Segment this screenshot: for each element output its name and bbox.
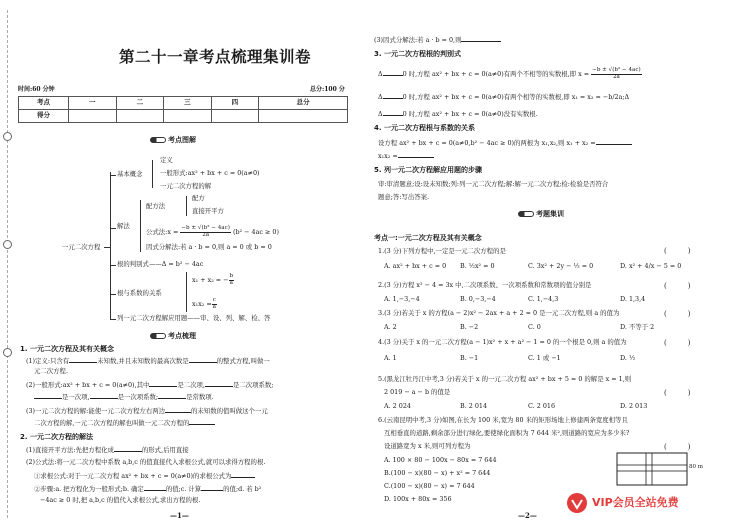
tree-m-factor: 因式分解法:若 a · b = 0,则 a = 0 或 b = 0: [146, 243, 272, 251]
text-line: (1)定义:只含有 未知数,并且未知数的最高次数是 的整式方程,叫做一: [26, 357, 270, 365]
left-page: [0, 0, 368, 528]
option-b[interactable]: B. 2 014: [460, 402, 488, 410]
item-heading-4: 4. 一元二次方程根与系数的关系: [374, 124, 475, 132]
answer-blank[interactable]: [383, 93, 403, 99]
question-stem-cont: 2 019 − a − b 的值是: [384, 388, 451, 396]
option-a[interactable]: A. 2 024: [384, 402, 411, 410]
score-header-row: [19, 97, 348, 110]
score-cell: 一: [69, 97, 117, 110]
vip-watermark[interactable]: VIP会员全站免费: [592, 496, 679, 509]
text-line: ①求根公式:对于一元二次方程 ax² + bx + c = 0(a≠0)的求根公式为: [34, 472, 255, 481]
option-d[interactable]: D. 2 013: [620, 402, 648, 410]
tree-brace: [152, 160, 153, 188]
tree-brace: [186, 196, 187, 216]
time-label: 时间:60 分钟: [18, 86, 55, 93]
item-heading-3: 3. 一元二次方程根的判别式: [374, 50, 461, 58]
practice-topic: 考点一:一元二次方程及其有关概念: [374, 234, 482, 242]
answer-blank[interactable]: [165, 407, 191, 413]
answer-paren[interactable]: ( ): [664, 310, 691, 318]
text-line: 审:审清题意;设:设未知数;列:列一元二次方程;解:解一元二次方程;检:检验是否符合: [378, 180, 609, 188]
text-line: (3)一元二次方程的解:能使一元二次方程左右两边 的未知数的值叫做这个一元: [26, 407, 268, 415]
tree-brace: [186, 272, 187, 312]
option-d[interactable]: D. 1,3,4: [620, 295, 646, 303]
page-number: —1—: [170, 511, 189, 520]
tree-general-form: 一般形式:ax² + bx + c = 0(a≠0): [160, 169, 260, 177]
answer-blank[interactable]: [383, 70, 403, 76]
text-line: x₁x₂ =: [378, 152, 434, 161]
option-c[interactable]: C. 1 或 −1: [528, 354, 561, 362]
option-a[interactable]: A. 1: [384, 354, 397, 362]
text-line: (1)直接开平方法:先把方程化成 的形式,后用直接: [26, 446, 189, 454]
score-cell: 四: [211, 97, 259, 110]
score-cell: 考点: [19, 97, 69, 110]
tree-tick: [110, 228, 116, 229]
answer-paren[interactable]: ( ): [664, 339, 691, 347]
score-cell[interactable]: [69, 110, 117, 123]
text-line: Δ 0 时,方程 ax² + bx + c = 0(a≠0)有两个不相等的实数根,即 x = $\frac{\text{−b ± √(b² − 4ac)}}{2a}$: [378, 67, 641, 80]
answer-blank[interactable]: [201, 485, 223, 491]
option-b[interactable]: B. −2: [460, 323, 479, 331]
tree-vieta-prod: x₁x₂ = $\frac{c}{a}$: [192, 297, 216, 310]
section-heading-map: 考点图解: [150, 136, 196, 144]
text-line: (3)因式分解法:若 a · b = 0,则: [374, 36, 501, 45]
option-c[interactable]: C. 0: [528, 323, 541, 331]
score-cell[interactable]: [116, 110, 164, 123]
score-cell[interactable]: [164, 110, 212, 123]
score-cell: 三: [164, 97, 212, 110]
tree-vieta: 根与系数的关系: [117, 289, 162, 297]
tree-solution: 一元二次方程的解: [160, 182, 212, 190]
tree-tick: [110, 294, 116, 295]
text-line: 是一次项, 是一次项系数; 是常数项.: [34, 393, 214, 402]
option-a[interactable]: A. 1,−3,−4: [384, 295, 420, 303]
figure-label: 80 m: [689, 464, 703, 470]
page-title: 第二十一章考点梳理集训卷: [118, 48, 311, 66]
binding-dash-line: [7, 10, 8, 518]
answer-blank[interactable]: [189, 357, 217, 363]
text-line: Δ 0 时,方程 ax² + bx + c = 0(a≠0)没有实数根.: [378, 110, 538, 118]
tree-basic: 基本概念: [117, 170, 143, 178]
option-b[interactable]: B. −1: [460, 354, 479, 362]
text-line: 元二次方程.: [34, 367, 68, 375]
text-line: 题意;答:写出答案.: [378, 193, 430, 201]
answer-blank[interactable]: [90, 393, 118, 399]
option-a[interactable]: A. 100 × 80 − 100x − 80x = 7 644: [384, 456, 497, 464]
answer-blank[interactable]: [205, 381, 233, 387]
tree-m-formula: 公式法:x = $\frac{\text{−b ± √(b² − 4ac)}}{2a}$ (b² − 4ac ≥ 0): [146, 225, 279, 238]
option-d[interactable]: D. 不等于 2: [620, 323, 655, 331]
tree-m-complete-sub: 配方: [192, 194, 205, 202]
answer-paren[interactable]: ( ): [664, 247, 691, 255]
text-line: −4ac ≥ 0 时,把 a,b,c 的值代入求根公式,求出方程的根.: [40, 496, 201, 504]
score-cell[interactable]: [259, 110, 348, 123]
answer-blank[interactable]: [158, 393, 186, 399]
text-line: (2)公式法:将一元二次方程中系数 a,b,c 的值直接代入求根公式,就可以求得方程的根.: [26, 458, 266, 466]
score-cell: 二: [116, 97, 164, 110]
tree-root: 一元二次方程: [62, 243, 101, 251]
binding-hole: [3, 348, 12, 357]
section-bar-icon: [518, 211, 534, 217]
section-heading-practice: 考题集训: [518, 210, 564, 218]
answer-blank[interactable]: [231, 472, 255, 478]
answer-blank[interactable]: [596, 139, 632, 145]
page-number: —2—: [518, 511, 537, 520]
tree-discriminant: 根的判别式——Δ = b² − 4ac: [117, 260, 204, 268]
section-bar-icon: [150, 137, 166, 143]
section-bar-icon: [150, 333, 166, 339]
option-c[interactable]: C. 1,−4,3: [528, 295, 559, 303]
answer-blank[interactable]: [34, 393, 62, 399]
question-stem: 2.(3 分)方程 x² − 4 = 3x 中,二次项系数、一次项系数和常数项的值分别是: [378, 281, 592, 289]
text-line: Δ 0 时,方程 ax² + bx + c = 0(a≠0)有两个相等的实数根,即 x₁ = x₂ = −b/2a;Δ: [378, 93, 630, 101]
text-line: ②步骤:a. 把方程化为一般形式;b. 确定 的值;c. 计算 的值;d. 若 b²: [34, 485, 262, 493]
answer-blank[interactable]: [383, 110, 403, 116]
question-stem: 4.(3 分)关于 x 的一元二次方程(a − 1)x² + x + a² − 1 = 0 的一个根是 0,则 a 的值为: [378, 338, 627, 346]
question-stem: 5.(黑龙江牡丹江中考,3 分)若关于 x 的一元二次方程 ax² + bx + 5 = 0 的解是 x = 1,则: [378, 375, 632, 383]
tree-brace: [110, 172, 111, 320]
option-d[interactable]: D. ½: [620, 354, 636, 362]
tree-methods: 解法: [117, 222, 130, 230]
answer-blank[interactable]: [398, 152, 434, 158]
option-d[interactable]: D. x² + 4/x − 5 = 0: [620, 262, 682, 270]
tree-tick: [110, 319, 116, 320]
option-a[interactable]: A. 2: [384, 323, 397, 331]
item-heading-2: 2. 一元二次方程的解法: [20, 433, 93, 441]
answer-paren[interactable]: ( ): [664, 389, 691, 397]
score-cell: 总分: [259, 97, 348, 110]
tree-definition: 定义: [160, 156, 173, 164]
tree-vieta-sum: x₁ + x₂ = − $\frac{b}{a}$: [192, 273, 234, 286]
answer-paren[interactable]: ( ): [664, 443, 691, 451]
tree-tick: [104, 247, 110, 248]
answer-blank[interactable]: [114, 446, 142, 452]
question-stem: 1.(3 分)下列方程中,一定是一元二次方程的是: [378, 247, 506, 255]
item-heading-1: 1. 一元二次方程及其有关概念: [20, 345, 114, 353]
right-page: [368, 0, 740, 528]
question-stem: 6.(云南昆明中考,3 分)如图,在长为 100 米,宽为 80 米的矩形场地上修建两条宽度相等且: [378, 416, 628, 424]
vip-logo-icon: [566, 492, 588, 514]
answer-blank[interactable]: [461, 36, 501, 42]
option-a[interactable]: A. ax² + bx + c = 0: [384, 262, 447, 270]
text-line: 设方程 ax² + bx + c = 0(a≠0,b² − 4ac ≥ 0)的两根为 x₁,x₂,则 x₁ + x₂ =: [378, 139, 632, 148]
option-c[interactable]: C.(100 − x)(80 − x) = 7 644: [384, 482, 475, 490]
question-stem: 3.(3 分)若关于 x 的方程(a − 2)x² − 2ax + a + 2 = 0 是一元二次方程,则 a 的值为: [378, 309, 620, 317]
tree-tick: [110, 175, 116, 176]
tree-tick: [110, 265, 116, 266]
option-b[interactable]: B. 0,−3,−4: [460, 295, 496, 303]
item-heading-5: 5. 列一元二次方程解应用题的步骤: [374, 166, 482, 174]
text-line: 二次方程的解,一元二次方程的解也叫做一元二次方程的: [34, 419, 215, 428]
option-b[interactable]: B.(100 − x)(80 − x) + x² = 7 644: [384, 469, 491, 477]
text-line: (2)一般形式:ax² + bx + c = 0(a≠0),其中 是二次项, 是二次项系数;: [26, 381, 274, 389]
tree-m-complete: 配方法: [146, 202, 166, 210]
answer-blank[interactable]: [144, 485, 166, 491]
section-heading-review: 考点梳理: [150, 332, 196, 340]
question-stem-cont: 设道路宽为 x 米,则可列方程为: [384, 442, 471, 450]
score-cell: 得分: [19, 110, 69, 123]
score-value-row: [19, 110, 348, 123]
option-d[interactable]: D. 100x + 80x = 356: [384, 495, 452, 503]
binding-hole: [3, 132, 12, 141]
tree-m-direct: 直接开平方: [192, 207, 224, 215]
answer-blank[interactable]: [149, 381, 177, 387]
answer-paren[interactable]: ( ): [664, 282, 691, 290]
score-cell[interactable]: [211, 110, 259, 123]
question-stem-cont: 互相垂直的道路,剩余部分进行绿化,要使绿化面积为 7 644 米²,则道路的宽应为多少米?: [384, 429, 630, 437]
answer-blank[interactable]: [189, 419, 215, 425]
score-table: [18, 96, 348, 123]
option-c[interactable]: C. 3x² + 2y − ½ = 0: [528, 262, 594, 270]
binding-hole: [3, 240, 12, 249]
tree-application: 列一元二次方程解应用题——审、设、列、解、检、答: [117, 314, 271, 322]
option-c[interactable]: C. 2 016: [528, 402, 556, 410]
tree-brace: [140, 200, 141, 252]
option-b[interactable]: B. ½x² = 0: [460, 262, 495, 270]
score-total-label: 总分:100 分: [310, 86, 345, 93]
answer-blank[interactable]: [69, 357, 97, 363]
